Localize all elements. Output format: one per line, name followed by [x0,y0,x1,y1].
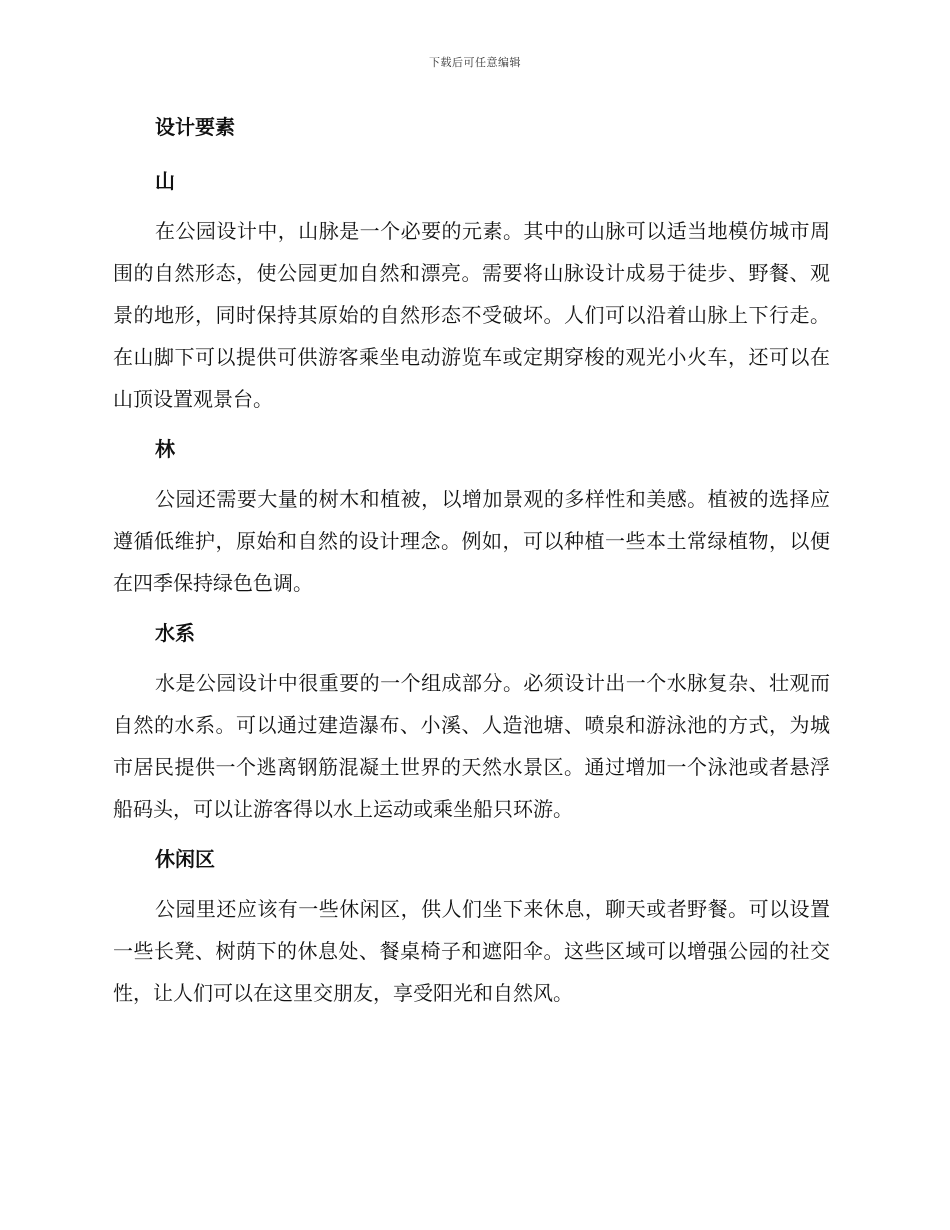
section-heading-forest: 林 [155,437,175,461]
section-paragraph-forest: 公园还需要大量的树木和植被，以增加景观的多样性和美感。植被的选择应遵循低维护，原始和自然的设计理念。例如，可以种植一些本土常绿植物，以便在四季保持绿色色调。 [113,487,830,595]
section-paragraph-mountain: 在公园设计中，山脉是一个必要的元素。其中的山脉可以适当地模仿城市周围的自然形态，使公园更加自然和漂亮。需要将山脉设计成易于徒步、野餐、观景的地形，同时保持其原始的自然形态不受破坏。人们可以沿着山脉上下行走。在山脚下可以提供可供游客乘坐电动游览车或定期穿梭的观光小火车，还可以在山顶设置观景台。 [113,219,830,411]
section-heading-mountain: 山 [155,169,175,193]
section-paragraph-leisure: 公园里还应该有一些休闲区，供人们坐下来休息，聊天或者野餐。可以设置一些长凳、树荫下的休息处、餐桌椅子和遮阳伞。这些区域可以增强公园的社交性，让人们可以在这里交朋友，享受阳光和自然风。 [113,897,830,1005]
section-paragraph-water: 水是公园设计中很重要的一个组成部分。必须设计出一个水脉复杂、壮观而自然的水系。可以通过建造瀑布、小溪、人造池塘、喷泉和游泳池的方式，为城市居民提供一个逃离钢筋混凝土世界的天然水景区。通过增加一个泳池或者悬浮船码头，可以让游客得以水上运动或乘坐船只环游。 [113,671,830,821]
document-title: 设计要素 [155,115,235,139]
section-heading-leisure: 休闲区 [155,847,215,871]
page-header: 下载后可任意编辑 [429,56,521,69]
section-heading-water: 水系 [155,621,195,645]
document-body [113,112,830,1014]
